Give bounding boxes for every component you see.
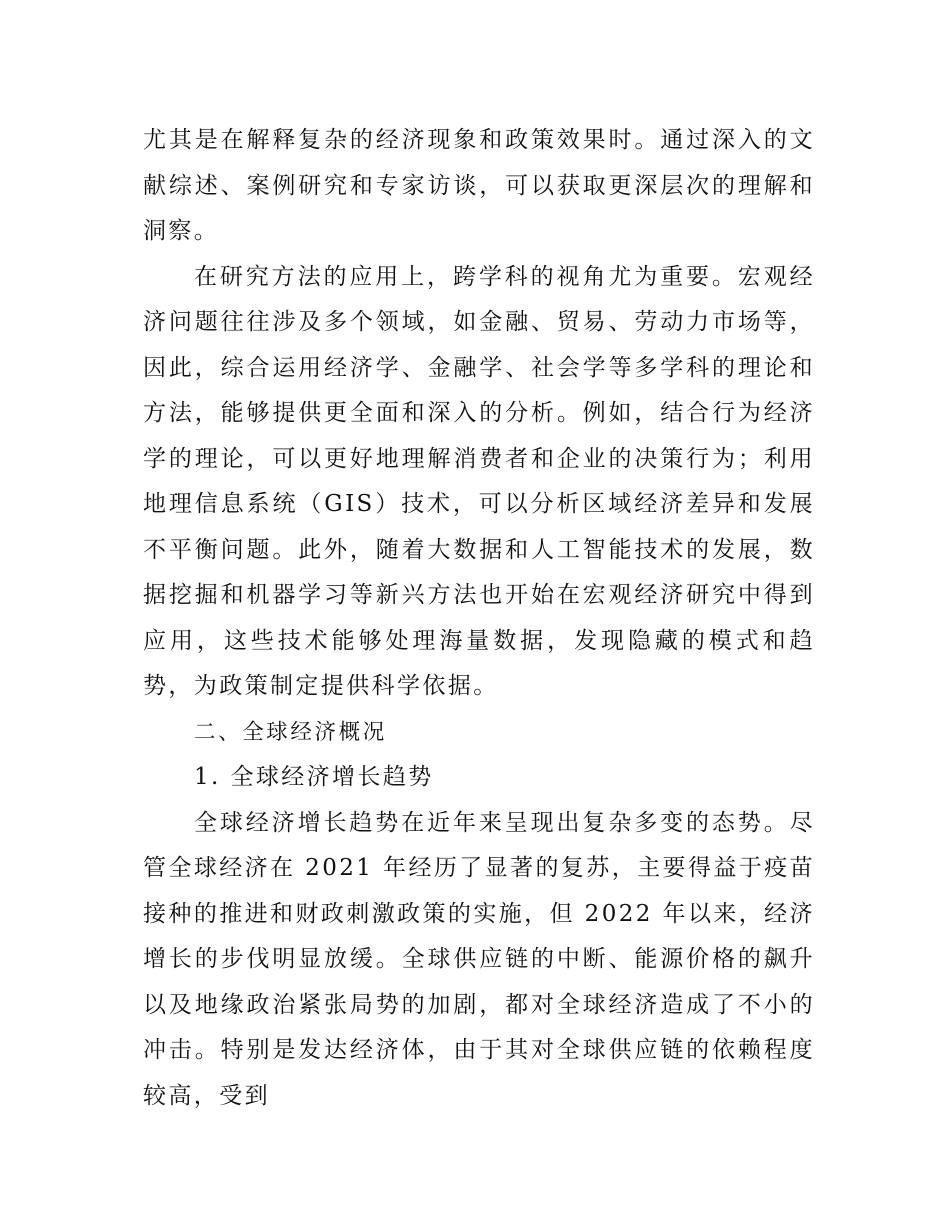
body-paragraph-continued: 尤其是在解释复杂的经济现象和政策效果时。通过深入的文献综述、案例研究和专家访谈，可以获取更深层次的理解和洞察。 [143, 127, 815, 244]
section-heading: 二、全球经济概况 [194, 719, 387, 745]
body-paragraph-research-methods: 在研究方法的应用上，跨学科的视角尤为重要。宏观经济问题往往涉及多个领域，如金融、贸易、劳动力市场等，因此，综合运用经济学、金融学、社会学等多学科的理论和方法，能够提供更全面和深入的分析。例如，结合行为经济学的理论，可以更好地理解消费者和企业的决策行为；利用地理信息系统（GIS）技术，可以分析区域经济差异和发展不平衡问题。此外，随着大数据和人工智能技术的发展，数据挖掘和机器学习等新兴方法也开始在宏观经济研究中得到应用，这些技术能够处理海量数据，发现隐藏的模式和趋势，为政策制定提供科学依据。 [143, 263, 815, 699]
body-paragraph-global-growth: 全球经济增长趋势在近年来呈现出复杂多变的态势。尽管全球经济在 2021 年经历了显著的复苏，主要得益于疫苗接种的推进和财政刺激政策的实施，但 2022 年以来，经济增长的步伐明显放缓。全球供应链的中断、能源价格的飙升以及地缘政治紧张局势的加剧，都对全球经济造成了不小的冲击。特别是发达经济体，由于其对全球供应链的依赖程度较高，受到 [143, 809, 815, 1109]
subsection-heading: 1. 全球经济增长趋势 [194, 764, 434, 790]
document-body [143, 118, 815, 1119]
